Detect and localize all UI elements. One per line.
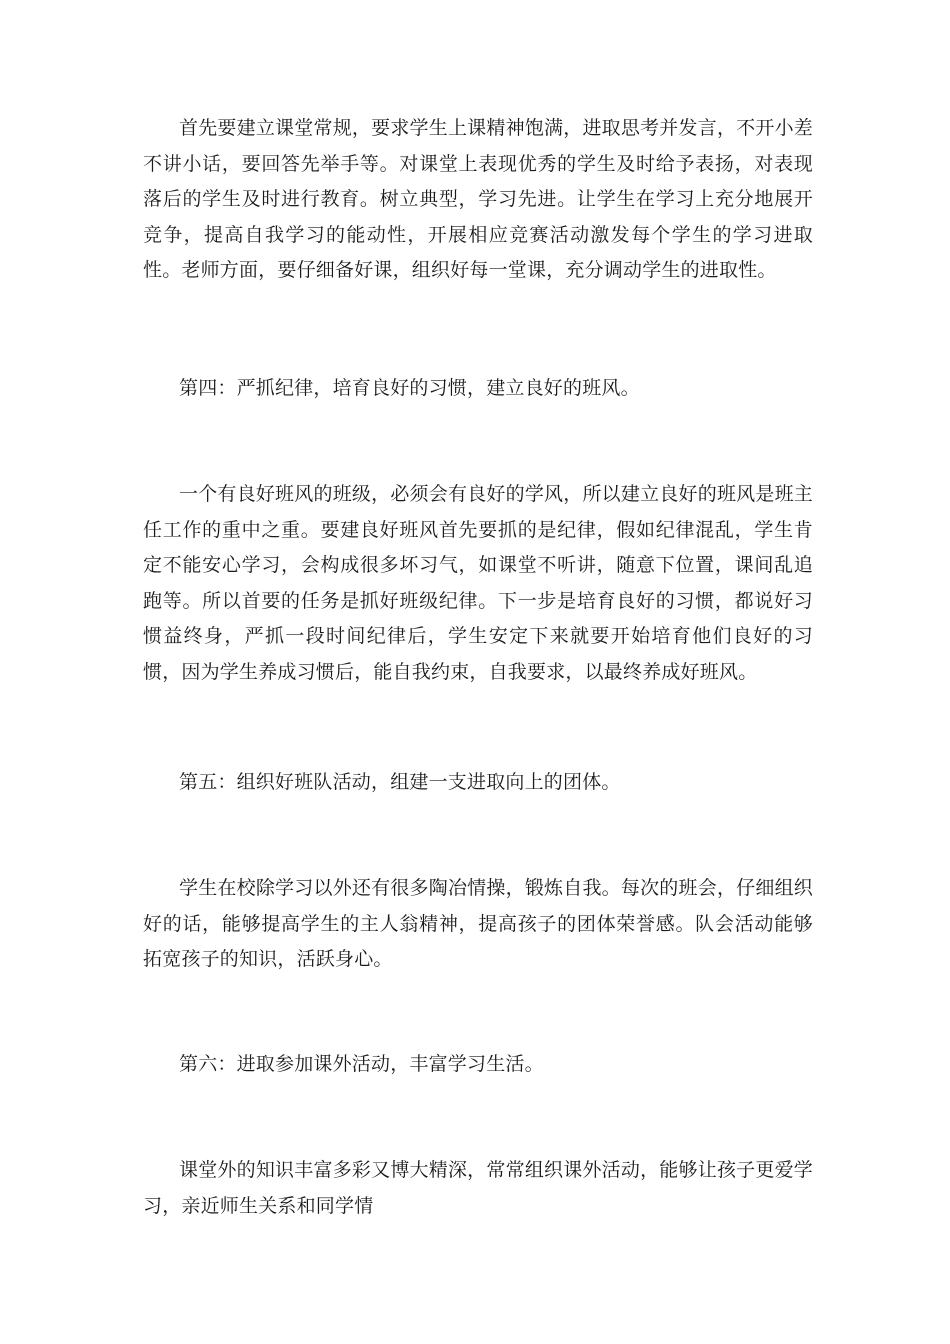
body-paragraph: 课堂外的知识丰富多彩又博大精深，常常组织课外活动，能够让孩子更爱学习，亲近师生关系和同学情 — [143, 1159, 813, 1217]
body-paragraph: 首先要建立课堂常规，要求学生上课精神饱满，进取思考并发言，不开小差不讲小话，要回答先举手等。对课堂上表现优秀的学生及时给予表扬，对表现落后的学生及时进行教育。树立典型，学习先进。让学生在学习上充分地展开竞争，提高自我学习的能动性，开展相应竞赛活动激发每个学生的学习进取性。老师方面，要仔细备好课，组织好每一堂课，充分调动学生的进取性。 — [143, 117, 813, 281]
body-paragraph: 学生在校除学习以外还有很多陶冶情操，锻炼自我。每次的班会，仔细组织好的话，能够提高学生的主人翁精神，提高孩子的团体荣誉感。队会活动能够拓宽孩子的知识，活跃身心。 — [143, 877, 813, 970]
section-heading-6: 第六：进取参加课外活动，丰富学习生活。 — [179, 1053, 544, 1075]
section-heading-5: 第五：组织好班队活动，组建一支进取向上的团体。 — [179, 771, 621, 793]
body-paragraph: 一个有良好班风的班级，必须会有良好的学风，所以建立良好的班风是班主任工作的重中之重。要建良好班风首先要抓的是纪律，假如纪律混乱，学生肯定不能安心学习，会构成很多坏习气，如课堂不听讲，随意下位置，课间乱追跑等。所以首要的任务是抓好班级纪律。下一步是培育良好的习惯，都说好习惯益终身，严抓一段时间纪律后，学生安定下来就要开始培育他们良好的习惯，因为学生养成习惯后，能自我约束，自我要求，以最终养成好班风。 — [143, 483, 813, 683]
section-heading-4: 第四：严抓纪律，培育良好的习惯，建立良好的班风。 — [179, 377, 640, 399]
